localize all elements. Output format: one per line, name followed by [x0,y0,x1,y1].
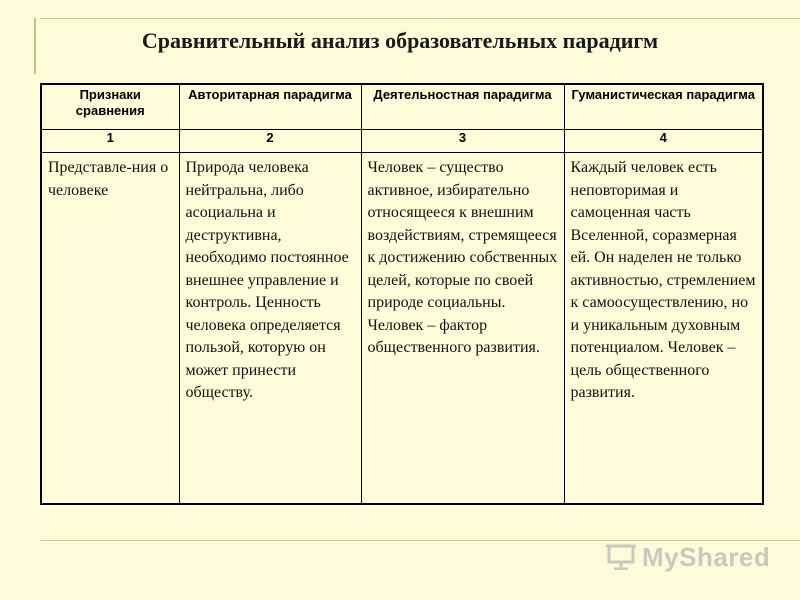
column-number: 1 [41,130,179,153]
presentation-board-icon [606,544,636,570]
column-number: 2 [179,130,361,153]
page-title: Сравнительный анализ образовательных парадигм [141,28,659,53]
number-row [41,130,763,153]
watermark-logo [606,540,771,576]
header-criteria: Признаки сравнения [41,84,179,130]
watermark-text: MyShared [642,542,771,572]
cell-activity: Человек – существо активное, избирательно относящееся к внешним воздействиям, стремящееся к достижению собственных целей, которые по своей природе социальны. Человек – фактор общественного развития. [361,153,564,505]
cell-humanistic: Каждый человек есть неповторимая и самоценная часть Вселенной, соразмерная ей. Он наделен не только активностью, стремлением к самоосуществлению, но и уникальным духовным потенциалом. Человек – цель общественного развития. [564,153,763,505]
frame-top-line [40,18,800,19]
column-number: 3 [361,130,564,153]
column-number: 4 [564,130,763,153]
header-activity: Деятельностная парадигма [361,84,564,130]
cell-authoritarian: Природа человека нейтральна, либо асоциальна и деструктивна, необходимо постоянное внешнее управление и контроль. Ценность человека определяется пользой, которую он может принести обществу. [179,153,361,505]
table-row [41,153,763,505]
comparison-table [40,83,764,505]
header-humanistic: Гуманистическая парадигма [564,84,763,130]
cell-criteria: Представле-ния о человеке [41,153,179,505]
header-authoritarian: Авторитарная парадигма [179,84,361,130]
header-row [41,84,763,130]
